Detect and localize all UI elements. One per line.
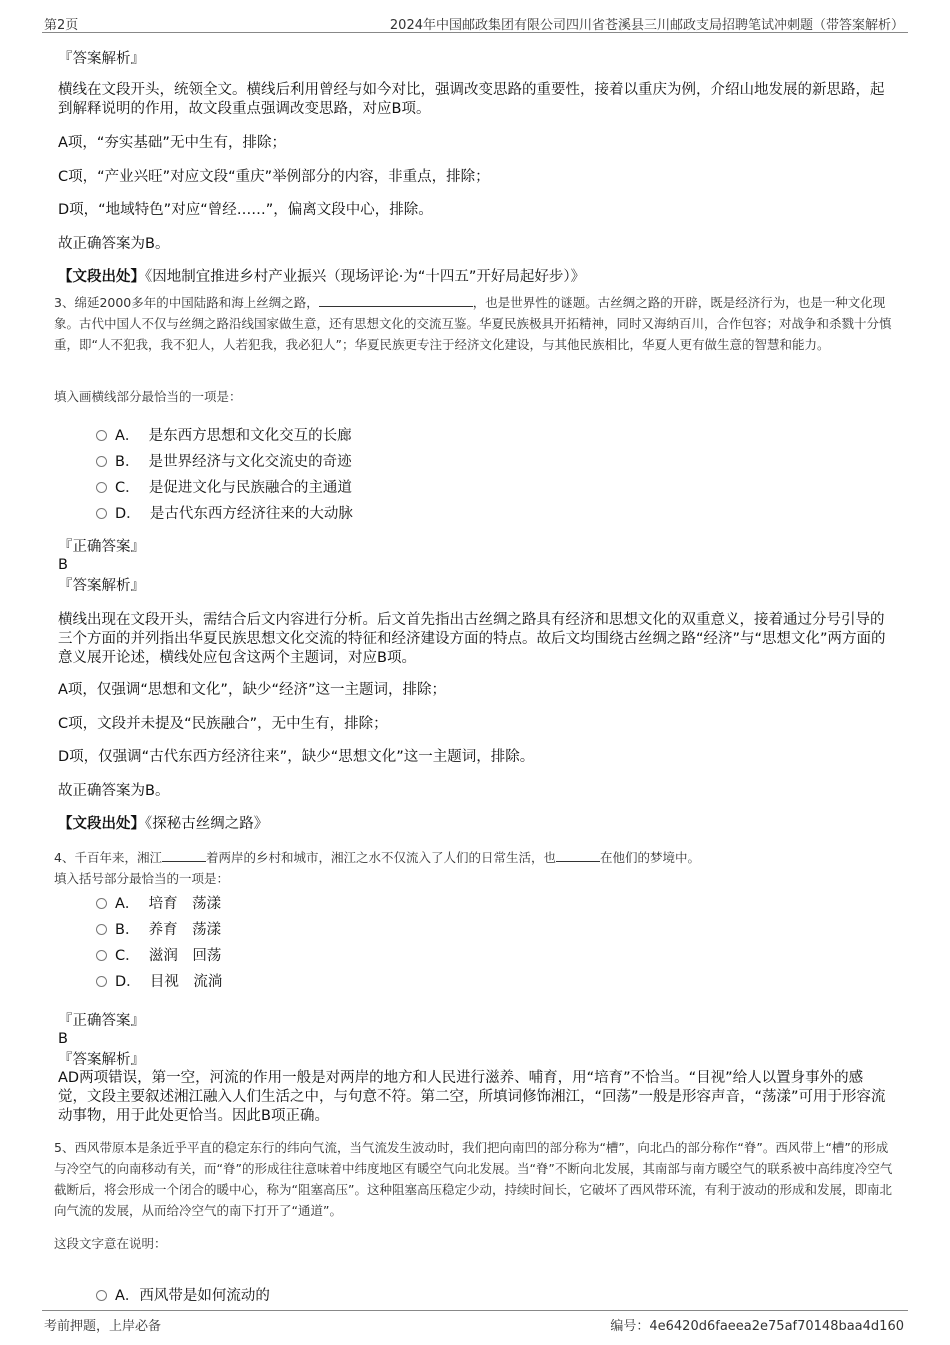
q3-option-c[interactable] bbox=[96, 476, 352, 497]
q3-option-d-note: D项，仅强调“古代东西方经济往来”，缺少“思想文化”这一主题词，排除。 bbox=[58, 749, 535, 765]
q3-source-title: 《探秘古丝绸之路》 bbox=[145, 816, 269, 832]
radio-icon[interactable] bbox=[96, 950, 107, 961]
q3-answer: B bbox=[58, 557, 68, 573]
option-text: 西风带是如何流动的 bbox=[139, 1288, 270, 1304]
q3-option-a[interactable] bbox=[96, 424, 352, 445]
q4-analysis-label: 『答案解析』 bbox=[58, 1052, 145, 1068]
option-letter: D． bbox=[115, 506, 141, 522]
option-letter: A． bbox=[115, 896, 140, 912]
q4-option-a[interactable] bbox=[96, 892, 221, 913]
q4-stem-a: 4、千百年来，湘江 bbox=[54, 850, 162, 865]
q3-answer-label: 『正确答案』 bbox=[58, 539, 145, 555]
radio-icon[interactable] bbox=[96, 508, 107, 519]
q2-option-a-note: A项，“夯实基础”无中生有，排除； bbox=[58, 135, 286, 151]
option-text: 滋润 回荡 bbox=[148, 948, 222, 964]
q4-blank-2 bbox=[556, 847, 600, 862]
q5-prompt: 这段文字意在说明： bbox=[54, 1236, 167, 1251]
page-number: 第2页 bbox=[44, 18, 79, 33]
radio-icon[interactable] bbox=[96, 430, 107, 441]
q3-option-a-note: A项，仅强调“思想和文化”，缺少“经济”这一主题词，排除； bbox=[58, 682, 446, 698]
page-footer bbox=[42, 1310, 908, 1333]
radio-icon[interactable] bbox=[96, 898, 107, 909]
q4-analysis: AD两项错误，第一空，河流的作用一般是对两岸的地方和人民进行滋养、哺育，用“培育”不恰当。“目视”给人以置身事外的感觉，文段主要叙述湘江融入人们生活之中，与句意不符。第二空，所填词修饰湘江，“回荡”一般是形容声音，“荡漾”可用于形容流动事物，用于此处更恰当。因此B项正确。 bbox=[58, 1070, 886, 1124]
q3-option-c-note: C项，文段并未提及“民族融合”，无中生有，排除； bbox=[58, 716, 388, 732]
q4-stem-c: 在他们的梦境中。 bbox=[599, 850, 700, 865]
radio-icon[interactable] bbox=[96, 482, 107, 493]
option-text: 是东西方思想和文化交互的长廊 bbox=[148, 428, 352, 444]
q2-conclusion: 故正确答案为B。 bbox=[58, 236, 170, 252]
radio-icon[interactable] bbox=[96, 456, 107, 467]
q4-option-c[interactable] bbox=[96, 944, 221, 965]
option-text: 目视 流淌 bbox=[149, 974, 223, 990]
option-letter: A． bbox=[115, 1288, 140, 1304]
option-letter: B． bbox=[115, 454, 140, 470]
q3-prompt: 填入画横线部分最恰当的一项是： bbox=[54, 389, 242, 404]
q3-stem-after: ，也是世界性的谜题。古丝绸之路的开辟，既是经济行为，也是一种文化现象。古代中国人不仅与丝绸之路沿线国家做生意，还有思想文化的交流互鉴。华夏民族极具开拓精神，同时又海纳百川，合作包容；对战争和杀戮十分慎重，即“人不犯我，我不犯人，人若犯我，我必犯人”；华夏民族更专注于经济文化建设，与其他民族相比，华夏人更有做生意的智慧和能力。 bbox=[54, 295, 892, 352]
q4-prompt: 填入括号部分最恰当的一项是： bbox=[54, 871, 230, 886]
q4-option-d[interactable] bbox=[96, 970, 222, 991]
q4-stem bbox=[54, 847, 700, 868]
q3-option-b[interactable] bbox=[96, 450, 352, 471]
q3-option-d[interactable] bbox=[96, 502, 353, 523]
option-text: 是世界经济与文化交流史的奇迹 bbox=[148, 454, 352, 470]
option-letter: C． bbox=[115, 948, 140, 964]
radio-icon[interactable] bbox=[96, 976, 107, 987]
q2-source-title: 《因地制宜推进乡村产业振兴（现场评论·为“十四五”开好局起好步）》 bbox=[145, 269, 586, 285]
option-text: 养育 荡漾 bbox=[148, 922, 222, 938]
document-id: 编号：4e6420d6faeea2e75af70148baa4d160 bbox=[610, 1319, 904, 1334]
q4-blank-1 bbox=[162, 847, 206, 862]
q2-source-label: 【文段出处】 bbox=[58, 269, 145, 285]
option-letter: B． bbox=[115, 922, 140, 938]
q2-option-c-note: C项，“产业兴旺”对应文段“重庆”举例部分的内容，非重点，排除； bbox=[58, 169, 490, 185]
q3-stem bbox=[54, 292, 899, 355]
radio-icon[interactable] bbox=[96, 924, 107, 935]
page-header bbox=[42, 10, 908, 33]
q2-source bbox=[58, 268, 585, 287]
q4-stem-b: 着两岸的乡村和城市，湘江之水不仅流入了人们的日常生活，也 bbox=[205, 850, 556, 865]
q3-blank bbox=[319, 292, 473, 307]
q2-option-d-note: D项，“地域特色”对应“曾经……”，偏离文段中心，排除。 bbox=[58, 202, 433, 218]
option-letter: C． bbox=[115, 480, 140, 496]
q3-conclusion: 故正确答案为B。 bbox=[58, 783, 170, 799]
q3-source bbox=[58, 815, 268, 834]
document-title: 2024年中国邮政集团有限公司四川省苍溪县三川邮政支局招聘笔试冲刺题（带答案解析） bbox=[389, 18, 904, 33]
option-text: 是古代东西方经济往来的大动脉 bbox=[149, 506, 353, 522]
q3-analysis-label: 『答案解析』 bbox=[58, 578, 145, 594]
q3-source-label: 【文段出处】 bbox=[58, 816, 145, 832]
option-text: 是促进文化与民族融合的主通道 bbox=[148, 480, 352, 496]
q4-option-b[interactable] bbox=[96, 918, 221, 939]
q2-analysis: 横线在文段开头，统领全文。横线后利用曾经与如今对比，强调改变思路的重要性，接着以重庆为例，介绍山地发展的新思路，起到解释说明的作用，故文段重点强调改变思路，对应B项。 bbox=[58, 82, 885, 117]
option-text: 培育 荡漾 bbox=[148, 896, 222, 912]
footer-slogan: 考前押题，上岸必备 bbox=[44, 1319, 162, 1334]
q2-analysis-label: 『答案解析』 bbox=[58, 51, 145, 67]
option-letter: A． bbox=[115, 428, 140, 444]
q3-analysis: 横线出现在文段开头，需结合后文内容进行分析。后文首先指出古丝绸之路具有经济和思想文化的双重意义，接着通过分号引导的三个方面的并列指出华夏民族思想文化交流的特征和经济建设方面的特点。故后文均围绕古丝绸之路“经济”与“思想文化”两方面的意义展开论述，横线处应包含这两个主题词，对应B项。 bbox=[58, 612, 886, 666]
q3-stem-before: 3、绵延2000多年的中国陆路和海上丝绸之路， bbox=[54, 295, 319, 310]
q5-option-a[interactable] bbox=[96, 1284, 270, 1305]
option-letter: D． bbox=[115, 974, 141, 990]
q5-stem: 5、西风带原本是条近乎平直的稳定东行的纬向气流，当气流发生波动时，我们把向南凹的部分称为“槽”，向北凸的部分称作“脊”。西风带上“槽”的形成与冷空气的向南移动有关，而“脊”的形成往往意味着中纬度地区有暖空气向北发展。当“脊”不断向北发展，其南部与南方暖空气的联系被中高纬度冷空气截断后，将会形成一个闭合的暖中心，称为“阻塞高压”。这种阻塞高压稳定少动，持续时间长，它破坏了西风带环流，有利于波动的形成和发展，即南北向气流的发展，从而给冷空气的南下打开了“通道”。 bbox=[54, 1140, 893, 1218]
q4-answer-label: 『正确答案』 bbox=[58, 1013, 145, 1029]
q4-answer: B bbox=[58, 1031, 68, 1047]
radio-icon[interactable] bbox=[96, 1290, 107, 1301]
